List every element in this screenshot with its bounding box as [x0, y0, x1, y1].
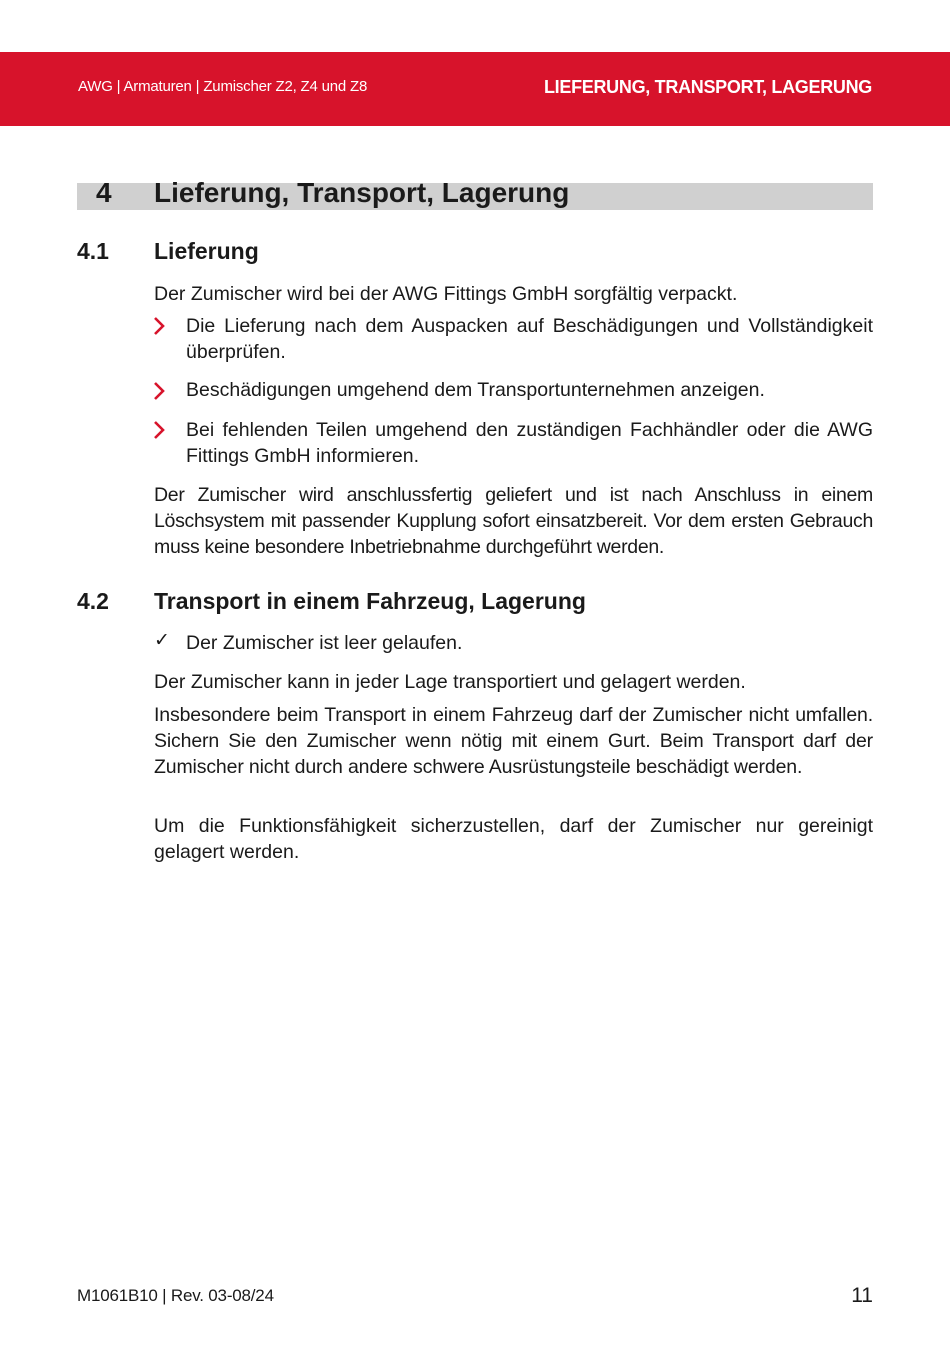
checkmark-icon: ✓ [154, 630, 170, 651]
precondition-text: Der Zumischer ist leer gelaufen. [186, 632, 463, 654]
chapter-number: 4 [96, 177, 112, 208]
section-intro: Der Zumischer wird bei der AWG Fittings GmbH sorgfältig verpackt. [154, 283, 738, 305]
section-number: 4.1 [77, 238, 109, 264]
header-chapter-title: LIEFERUNG, TRANSPORT, LAGERUNG [543, 77, 872, 97]
chevron-right-icon [153, 316, 165, 336]
chapter-title: Lieferung, Transport, Lagerung [154, 177, 570, 208]
list-item: Beschädigungen umgehend dem Transportunternehmen anzeigen. [186, 379, 765, 401]
footer-doc-reference: M1061B10 | Rev. 03-08/24 [77, 1286, 274, 1305]
section-number: 4.2 [77, 588, 109, 614]
section-title: Lieferung [154, 238, 259, 264]
paragraph: Um die Funktionsfähigkeit sicherzustellen, darf der Zumischer nur gereinigt gelagert werden. [154, 815, 873, 863]
header-band [0, 52, 950, 126]
list-item: Die Lieferung nach dem Auspacken auf Beschädigungen und Vollständigkeit überprüfen. [186, 315, 873, 363]
section-outro: Der Zumischer wird anschlussfertig geliefert und ist nach Anschluss in einem Löschsystem mit passender Kupplung sofort einsatzbereit. Vor dem ersten Gebrauch muss keine besondere Inbetriebnahme durchgeführt werden. [154, 484, 873, 558]
chevron-right-icon [153, 381, 165, 401]
chevron-right-icon [153, 420, 165, 440]
section-title: Transport in einem Fahrzeug, Lagerung [154, 588, 586, 614]
paragraph: Insbesondere beim Transport in einem Fahrzeug darf der Zumischer nicht umfallen. Sichern Sie den Zumischer wenn nötig mit einem Gurt. Beim Transport darf der Zumischer nicht durch andere schwere Ausrüstungsteile beschädigt werden. [154, 704, 873, 778]
list-item: Bei fehlenden Teilen umgehend den zuständigen Fachhändler oder die AWG Fittings GmbH informieren. [186, 419, 873, 467]
header-breadcrumb: AWG | Armaturen | Zumischer Z2, Z4 und Z8 [78, 78, 368, 95]
paragraph: Der Zumischer kann in jeder Lage transportiert und gelagert werden. [154, 671, 746, 693]
page-number: 11 [851, 1284, 873, 1307]
